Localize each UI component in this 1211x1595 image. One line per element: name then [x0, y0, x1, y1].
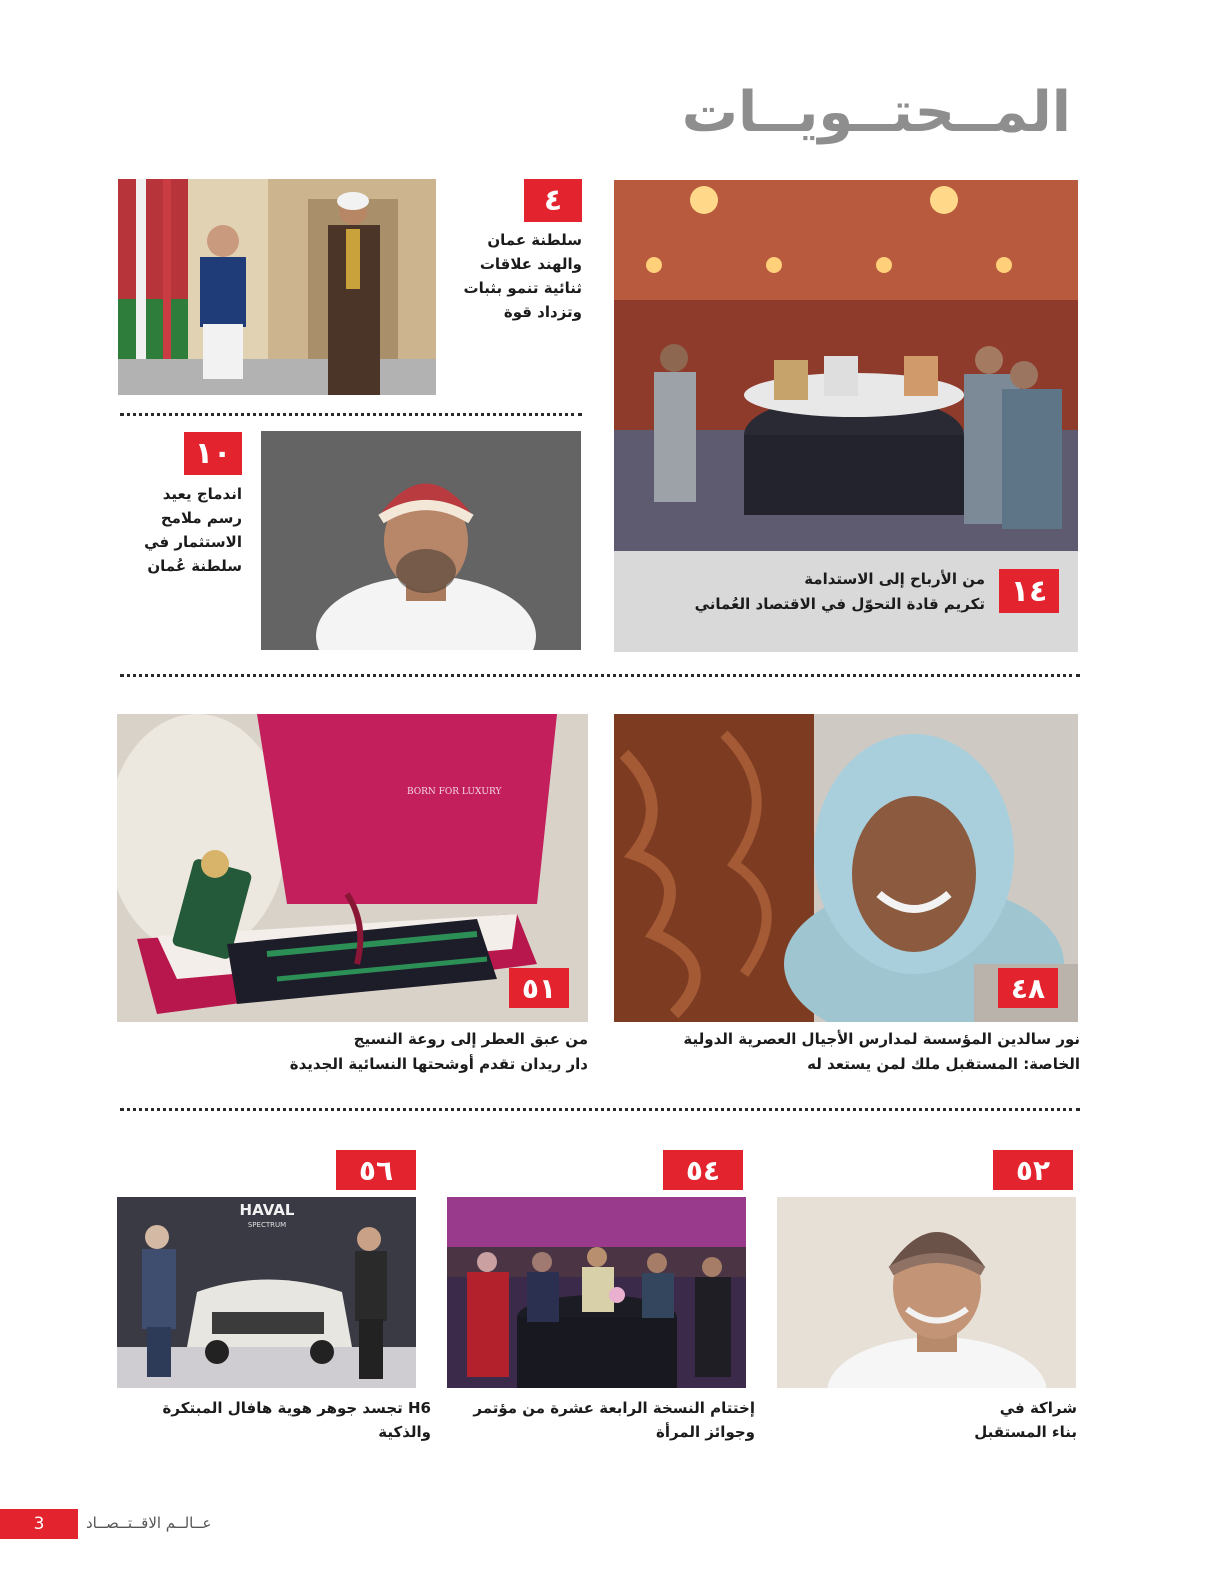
haval-logo: HAVAL	[239, 1201, 295, 1219]
dotted-divider	[120, 1108, 1080, 1111]
page-number-badge: ٥٦	[336, 1150, 416, 1190]
caption-line: بناء المستقبل	[974, 1423, 1077, 1441]
event-photo[interactable]	[614, 180, 1078, 551]
caption-line: وتزداد قوة	[503, 303, 582, 321]
caption-line: اندماج يعيد	[162, 485, 242, 503]
caption-line: رسم ملامح	[160, 509, 242, 527]
caption-line: إختتام النسخة الرابعة عشرة من مؤتمر	[473, 1399, 755, 1417]
investment-photo[interactable]	[261, 431, 581, 650]
women-awards-photo[interactable]	[447, 1197, 746, 1388]
caption-line: والهند علاقات	[479, 255, 582, 273]
magazine-brand: عــالــم الاقــتــصــاد	[86, 1514, 212, 1532]
oman-india-photo[interactable]	[118, 179, 436, 395]
page-number-badge: ٥٢	[993, 1150, 1073, 1190]
caption-line: نور سالدين المؤسسة لمدارس الأجيال العصرية الدولية	[683, 1030, 1080, 1048]
haval-sub: SPECTRUM	[247, 1221, 287, 1229]
dotted-divider	[120, 674, 1080, 677]
page-number-badge: ١٤	[999, 569, 1059, 613]
caption-line: الاستثمار في	[144, 533, 242, 551]
caption-line: ثنائية تنمو بثبات	[463, 279, 582, 297]
caption-line: الخاصة: المستقبل ملك لمن يستعد له	[807, 1055, 1080, 1073]
article-caption[interactable]	[100, 482, 242, 578]
article-caption[interactable]	[777, 1396, 1077, 1444]
caption-line: تكريم قادة التحوّل في الاقتصاد العُماني	[694, 595, 985, 613]
article-caption[interactable]	[200, 1027, 588, 1077]
caption-line: سلطنة عمان	[487, 231, 582, 249]
page-title: المــحتــويــات	[681, 80, 1071, 145]
caption-line: والذكية	[378, 1423, 431, 1441]
page-number-badge: ١٠	[184, 432, 242, 475]
caption-line: من عبق العطر إلى روعة النسيج	[353, 1030, 588, 1048]
article-caption[interactable]	[640, 567, 985, 617]
caption-line: دار ريدان تقدم أوشحتها النسائية الجديدة	[289, 1055, 588, 1073]
page-number-badge: ٤٨	[998, 968, 1058, 1008]
caption-line: وجوائز المرأة	[655, 1423, 755, 1441]
box-text: BORN FOR LUXURY	[407, 787, 502, 797]
partnership-portrait-photo[interactable]	[777, 1197, 1076, 1388]
article-caption[interactable]	[614, 1027, 1080, 1077]
caption-line: سلطنة عُمان	[147, 557, 242, 575]
caption-line: شراكة في	[999, 1399, 1077, 1417]
page-number-badge: ٤	[524, 179, 582, 222]
caption-line: H6 تجسد جوهر هوية هافال المبتكرة	[162, 1399, 431, 1417]
haval-car-photo[interactable]	[117, 1197, 416, 1388]
article-caption[interactable]	[117, 1396, 431, 1444]
page-number-badge: ٥٤	[663, 1150, 743, 1190]
caption-line: من الأرباح إلى الاستدامة	[804, 570, 985, 588]
page-number: 3	[0, 1509, 78, 1539]
dotted-divider	[120, 413, 582, 416]
article-caption[interactable]	[447, 1396, 755, 1444]
article-caption[interactable]	[436, 228, 582, 324]
page-number-badge: ٥١	[509, 968, 569, 1008]
